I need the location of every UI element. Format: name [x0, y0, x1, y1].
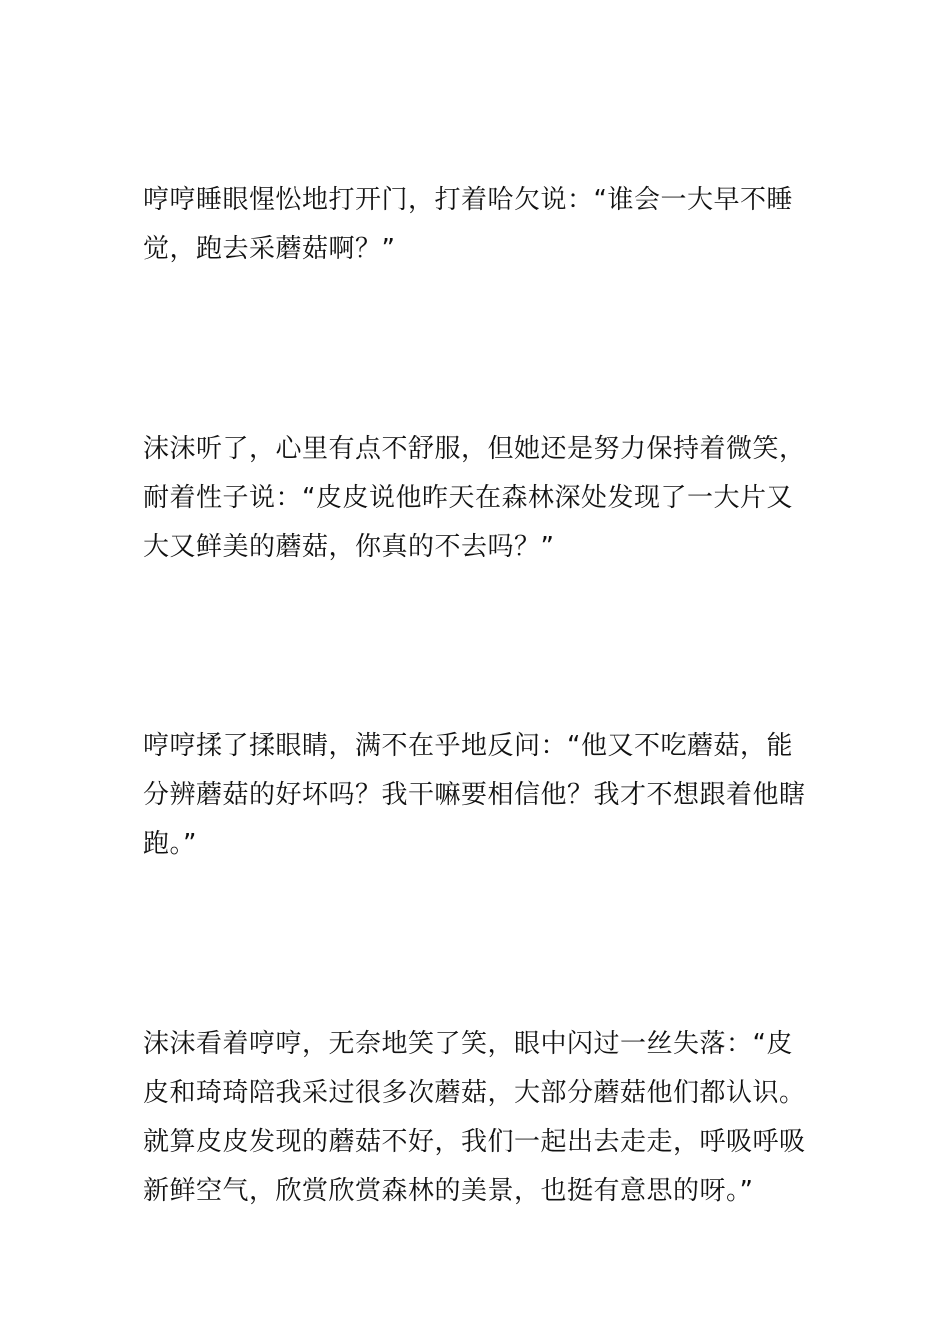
- story-paragraph: 沫沫听了，心里有点不舒服，但她还是努力保持着微笑，耐着性子说：“皮皮说他昨天在森林深处发现了一大片又大又鲜美的蘑菇，你真的不去吗？”: [143, 434, 806, 562]
- story-paragraph: 沫沫看着哼哼，无奈地笑了笑，眼中闪过一丝失落：“皮皮和琦琦陪我采过很多次蘑菇，大部分蘑菇他们都认识。就算皮皮发现的蘑菇不好，我们一起出去走走，呼吸呼吸新鲜空气，欣赏欣赏森林的美景，也挺有意思的呀。”: [143, 1029, 806, 1206]
- story-paragraph: 哼哼睡眼惺忪地打开门，打着哈欠说：“谁会一大早不睡觉，跑去采蘑菇啊？”: [143, 185, 793, 264]
- story-paragraph: 哼哼揉了揉眼睛，满不在乎地反问：“他又不吃蘑菇，能分辨蘑菇的好坏吗？我干嘛要相信他？我才不想跟着他瞎跑。”: [143, 731, 806, 859]
